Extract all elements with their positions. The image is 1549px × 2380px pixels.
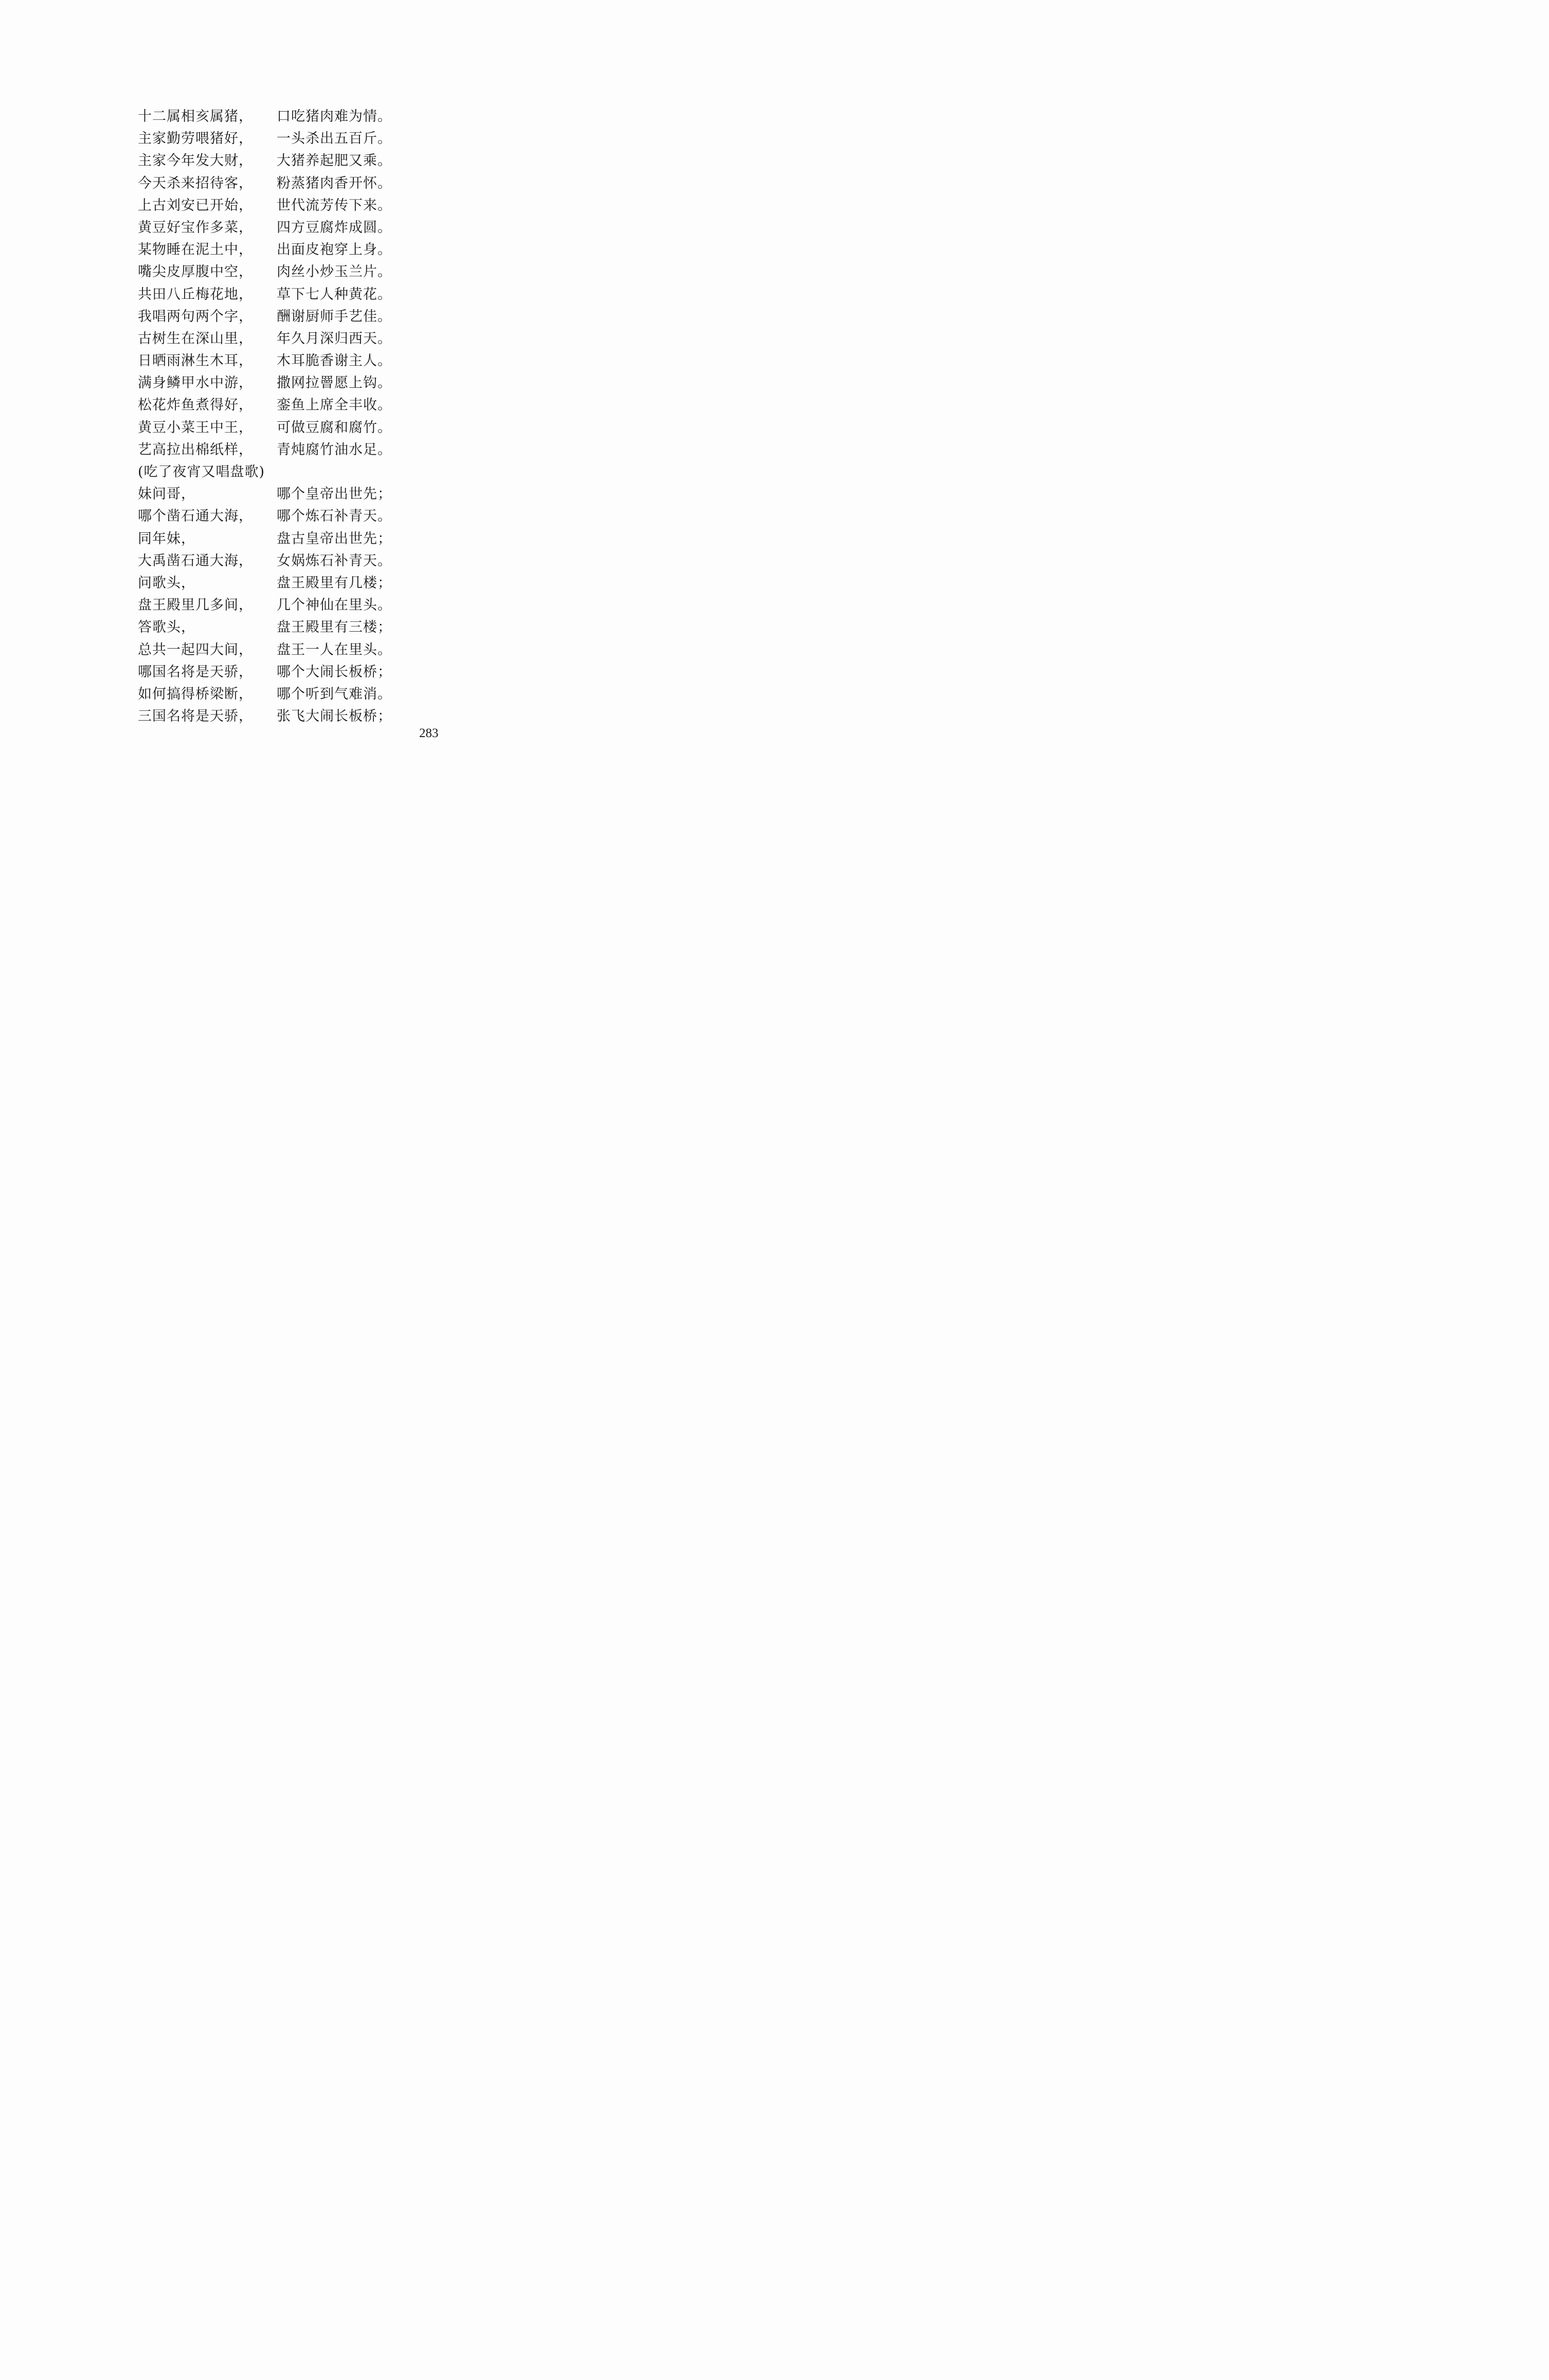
verse-right: 张飞大闹长板桥； — [277, 708, 392, 725]
verse-right: 大猪养起肥又乘。 — [277, 153, 392, 169]
verse-left: 大禹凿石通大海， — [138, 552, 253, 569]
verse-left: 十二属相亥属猪， — [138, 109, 253, 124]
verse-line — [138, 639, 395, 661]
verse-left: (吃了夜宵又唱盘歌) — [138, 464, 265, 480]
verse-left: 总共一起四大间， — [138, 641, 253, 658]
verse-line — [138, 483, 395, 505]
verse-right: 一头杀出五百斤。 — [277, 131, 392, 147]
verse-right: 盘王一人在里头。 — [277, 641, 392, 658]
verse-line — [138, 105, 395, 128]
verse-right: 木耳脆香谢主人。 — [277, 353, 392, 369]
verse-left: 古树生在深山里， — [138, 330, 253, 347]
verse-right: 盘王殿里有几楼； — [277, 575, 392, 591]
verse-left: 某物睡在泥土中， — [138, 242, 253, 258]
verse-line — [138, 217, 395, 239]
verse-line — [138, 572, 395, 594]
verse-line — [138, 683, 395, 705]
verse-right: 哪个大闹长板桥； — [277, 664, 392, 680]
verse-left: 答歌头， — [138, 619, 195, 636]
verse-left: 三国名将是天骄， — [138, 708, 253, 725]
verse-left: 主家今年发大财， — [138, 153, 253, 169]
verse-line — [138, 594, 395, 616]
verse-line — [138, 306, 395, 328]
verse-line — [138, 283, 395, 306]
verse-line — [138, 372, 395, 394]
verse-left: 黄豆小菜王中王， — [138, 419, 253, 436]
verse-right: 撒网拉罾愿上钩。 — [277, 375, 392, 391]
verse-line — [138, 417, 395, 439]
verse-right: 出面皮袍穿上身。 — [277, 242, 392, 258]
verse-left: 共田八丘梅花地， — [138, 286, 253, 302]
verse-line — [138, 239, 395, 261]
verse-left: 嘴尖皮厚腹中空， — [138, 264, 253, 280]
verse-left: 妹问哥， — [138, 486, 195, 503]
verse-line — [138, 461, 395, 483]
verse-line — [138, 350, 395, 372]
verse-line — [138, 128, 395, 150]
verse-left: 哪国名将是天骄， — [138, 664, 253, 680]
verse-right: 四方豆腐炸成圆。 — [277, 219, 392, 236]
book-page — [0, 0, 527, 809]
verse-left: 满身鳞甲水中游， — [138, 375, 253, 391]
verse-right: 可做豆腐和腐竹。 — [277, 419, 392, 436]
verse-left: 哪个凿石通大海， — [138, 508, 253, 525]
verse-left: 问歌头， — [138, 575, 195, 591]
verse-right: 口吃猪肉难为情。 — [277, 109, 392, 124]
verse-left: 如何搞得桥梁断， — [138, 686, 253, 702]
verse-line — [138, 505, 395, 527]
verse-right: 酬谢厨师手艺佳。 — [277, 308, 392, 325]
verse-right: 哪个皇帝出世先； — [277, 486, 392, 503]
verse-left: 我唱两句两个字， — [138, 308, 253, 325]
verse-left: 艺高拉出棉纸样， — [138, 441, 253, 458]
verse-left: 黄豆好宝作多菜， — [138, 219, 253, 236]
verse-right: 銮鱼上席全丰收。 — [277, 397, 392, 414]
verse-line — [138, 661, 395, 683]
verse-line — [138, 172, 395, 194]
verse-line — [138, 194, 395, 217]
verse-line — [138, 394, 395, 416]
verse-left: 上古刘安已开始， — [138, 197, 253, 213]
verse-line — [138, 528, 395, 550]
verse-right: 肉丝小炒玉兰片。 — [277, 264, 392, 280]
verse-left: 今天杀来招待客， — [138, 175, 253, 191]
verse-right: 年久月深归西天。 — [277, 330, 392, 347]
verse-line — [138, 328, 395, 350]
verse-left: 松花炸鱼煮得好， — [138, 397, 253, 414]
verse-left: 盘王殿里几多间， — [138, 597, 253, 614]
verse-line — [138, 616, 395, 638]
verse-right: 几个神仙在里头。 — [277, 597, 392, 614]
verse-right: 青炖腐竹油水足。 — [277, 441, 392, 458]
verse-right: 女娲炼石补青天。 — [277, 552, 392, 569]
verse-right: 哪个听到气难消。 — [277, 686, 392, 702]
verse-left: 日晒雨淋生木耳， — [138, 353, 253, 369]
verse-line — [138, 550, 395, 572]
verse-line — [138, 705, 395, 727]
verse-right: 粉蒸猪肉香开怀。 — [277, 175, 392, 191]
verse-line — [138, 439, 395, 461]
verse-right: 盘古皇帝出世先； — [277, 530, 392, 547]
verse-right: 哪个炼石补青天。 — [277, 508, 392, 525]
verse-left: 主家勤劳喂猪好， — [138, 131, 253, 147]
verse-block — [138, 105, 395, 727]
verse-right: 草下七人种黄花。 — [277, 286, 392, 302]
verse-right: 盘王殿里有三楼； — [277, 619, 392, 636]
verse-left: 同年妹， — [138, 530, 195, 547]
verse-line — [138, 150, 395, 172]
page-number: 283 — [419, 726, 439, 740]
verse-line — [138, 261, 395, 283]
verse-right: 世代流芳传下来。 — [277, 197, 392, 213]
